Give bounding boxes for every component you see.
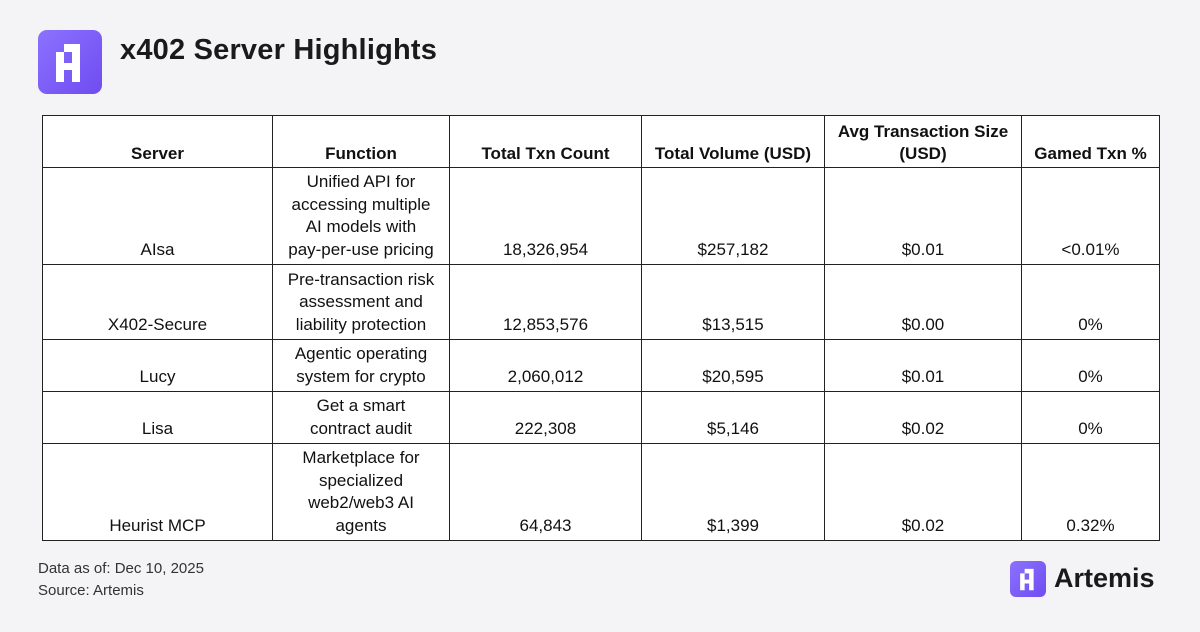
column-header: Avg Transaction Size (USD) [825,116,1022,168]
volume-cell: $1,399 [642,444,825,541]
page-title: x402 Server Highlights [120,34,438,66]
function-line: Marketplace for [302,448,420,467]
txn-count-cell: 12,853,576 [450,265,642,340]
volume-cell: $13,515 [642,265,825,340]
function-line: web2/web3 AI [308,493,414,512]
brand-name: Artemis [1054,563,1155,593]
table-header-row [43,116,1160,168]
function-line: specialized [318,470,404,490]
avg-size-cell: $0.01 [825,168,1022,265]
server-name-cell: AIsa [43,168,273,265]
gamed-pct-cell: 0% [1022,392,1160,444]
function-line: assessment and [299,292,423,311]
server-highlights-table [42,115,1160,541]
function-line: pay-per-use pricing [288,239,434,259]
function-line: agents [335,515,387,535]
avg-size-cell: $0.02 [825,444,1022,541]
function-cell [273,340,450,392]
avg-size-cell: $0.00 [825,265,1022,340]
function-cell [273,168,450,265]
server-name-cell: X402-Secure [43,265,273,340]
column-header: Total Txn Count [450,116,642,168]
gamed-pct-cell: 0% [1022,265,1160,340]
table-row [43,444,1160,541]
artemis-logo-icon [38,30,102,94]
avg-size-cell: $0.01 [825,340,1022,392]
function-line: contract audit [309,418,413,438]
table-row [43,265,1160,340]
function-cell [273,392,450,444]
function-line: accessing multiple [291,194,431,214]
column-header: Function [273,116,450,168]
gamed-pct-cell: 0.32% [1022,444,1160,541]
table-row [43,392,1160,444]
function-line: Unified API for [306,172,416,191]
txn-count-cell: 2,060,012 [450,340,642,392]
avg-size-cell: $0.02 [825,392,1022,444]
volume-cell: $5,146 [642,392,825,444]
txn-count-cell: 222,308 [450,392,642,444]
data-date-note: Data as of: Dec 10, 2025 [38,560,204,577]
function-line: system for crypto [296,366,426,386]
server-name-cell: Lisa [43,392,273,444]
server-name-cell: Lucy [43,340,273,392]
table-row [43,168,1160,265]
source-note: Source: Artemis [38,582,144,599]
function-line: liability protection [295,314,427,334]
txn-count-cell: 64,843 [450,444,642,541]
txn-count-cell: 18,326,954 [450,168,642,265]
gamed-pct-cell: 0% [1022,340,1160,392]
function-line: Pre-transaction risk [287,269,435,289]
function-cell [273,444,450,541]
function-line: Agentic operating [294,344,428,363]
volume-cell: $20,595 [642,340,825,392]
column-header: Total Volume (USD) [642,116,825,168]
column-header: Gamed Txn % [1022,116,1160,168]
column-header: Server [43,116,273,168]
gamed-pct-cell: <0.01% [1022,168,1160,265]
artemis-brand-icon [1010,561,1046,597]
volume-cell: $257,182 [642,168,825,265]
server-name-cell: Heurist MCP [43,444,273,541]
table-row [43,340,1160,392]
function-line: Get a smart [316,396,406,415]
function-line: AI models with [305,217,417,236]
function-cell [273,265,450,340]
